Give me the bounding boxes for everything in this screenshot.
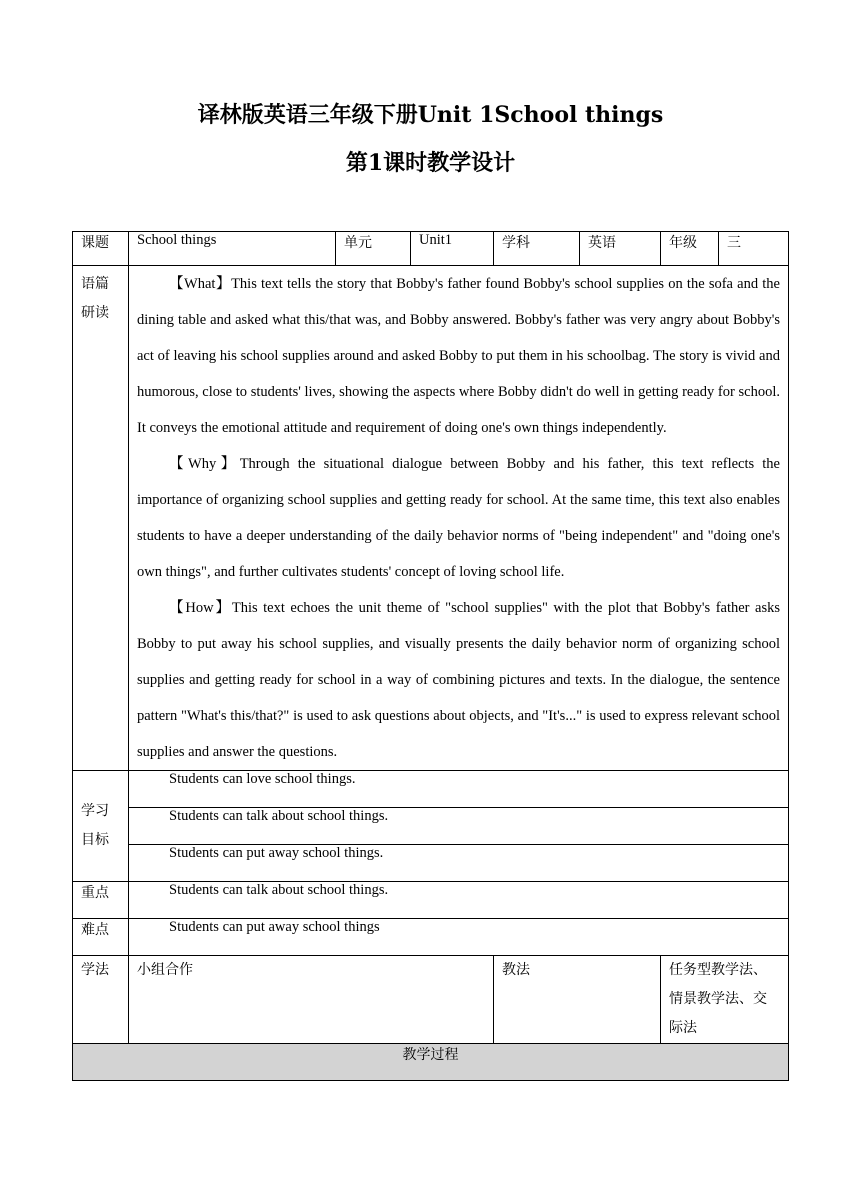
teaching-method-value: 任务型教学法、情景教学法、交际法 (661, 956, 789, 1044)
reading-label-line2: 研读 (81, 305, 109, 321)
objective-item: Students can love school things. (129, 771, 789, 808)
unit-value: Unit1 (411, 232, 494, 266)
topic-label: 课题 (73, 232, 129, 266)
key-point-value: Students can talk about school things. (129, 882, 789, 919)
reading-content (129, 266, 789, 771)
reading-why: 【Why】Through the situational dialogue between Bobby and his father, this text reflects the importance of organizing school supplies and getting ready for school. At the same time, this text also enables students to have a deeper understanding of the daily behavior norms of "being independent" and "doing one's own things", and further cultivates students' concept of loving school life. (137, 456, 780, 580)
objectives-label (73, 771, 129, 882)
key-point-label: 重点 (73, 882, 129, 919)
objectives-label-line2: 目标 (81, 832, 109, 848)
reading-row (73, 266, 789, 771)
lesson-plan-table (72, 231, 789, 1081)
objectives-label-line1: 学习 (81, 803, 109, 819)
subject-label: 学科 (494, 232, 580, 266)
learning-method-label: 学法 (73, 956, 129, 1044)
key-point-row (73, 882, 789, 919)
document-title-line2: 第1课时教学设计 (345, 150, 516, 176)
teaching-process-header: 教学过程 (73, 1044, 789, 1081)
topic-value: School things (129, 232, 336, 266)
objective-row-1 (73, 771, 789, 808)
difficulty-row (73, 919, 789, 956)
subject-value: 英语 (580, 232, 661, 266)
objective-item: Students can talk about school things. (129, 808, 789, 845)
unit-label: 单元 (336, 232, 411, 266)
document-title-line1: 译林版英语三年级下册Unit 1School things (197, 102, 664, 128)
teaching-method-label: 教法 (494, 956, 661, 1044)
reading-how: 【How】This text echoes the unit theme of "school supplies" with the plot that Bobby's father asks Bobby to put away his school supplies, and visually presents the daily behavior norm of organizing school supplies and getting ready for school in a way of combining pictures and texts. In the dialogue, the sentence pattern "What's this/that?" is used to ask questions about objects, and "It's..." is used to express relevant school supplies and answer the questions. (137, 600, 780, 760)
grade-label: 年级 (661, 232, 719, 266)
reading-what: 【What】This text tells the story that Bobby's father found Bobby's school supplies on the sofa and the dining table and asked what this/that was, and Bobby answered. Bobby's father was very angry about Bobby's act of leaving his school supplies around and asked Bobby to put them in his schoolbag. The story is vivid and humorous, close to students' lives, showing the aspects where Bobby didn't do well in getting ready for school. It conveys the emotional attitude and requirement of doing one's own things independently. (137, 276, 780, 436)
objective-row-2 (73, 808, 789, 845)
grade-value: 三 (719, 232, 789, 266)
objective-row-3 (73, 845, 789, 882)
reading-label-line1: 语篇 (81, 276, 109, 292)
objective-item: Students can put away school things. (129, 845, 789, 882)
methods-row (73, 956, 789, 1044)
process-row (73, 1044, 789, 1081)
learning-method-value: 小组合作 (129, 956, 494, 1044)
reading-label (73, 266, 129, 771)
difficulty-value: Students can put away school things (129, 919, 789, 956)
info-row (73, 232, 789, 266)
difficulty-label: 难点 (73, 919, 129, 956)
